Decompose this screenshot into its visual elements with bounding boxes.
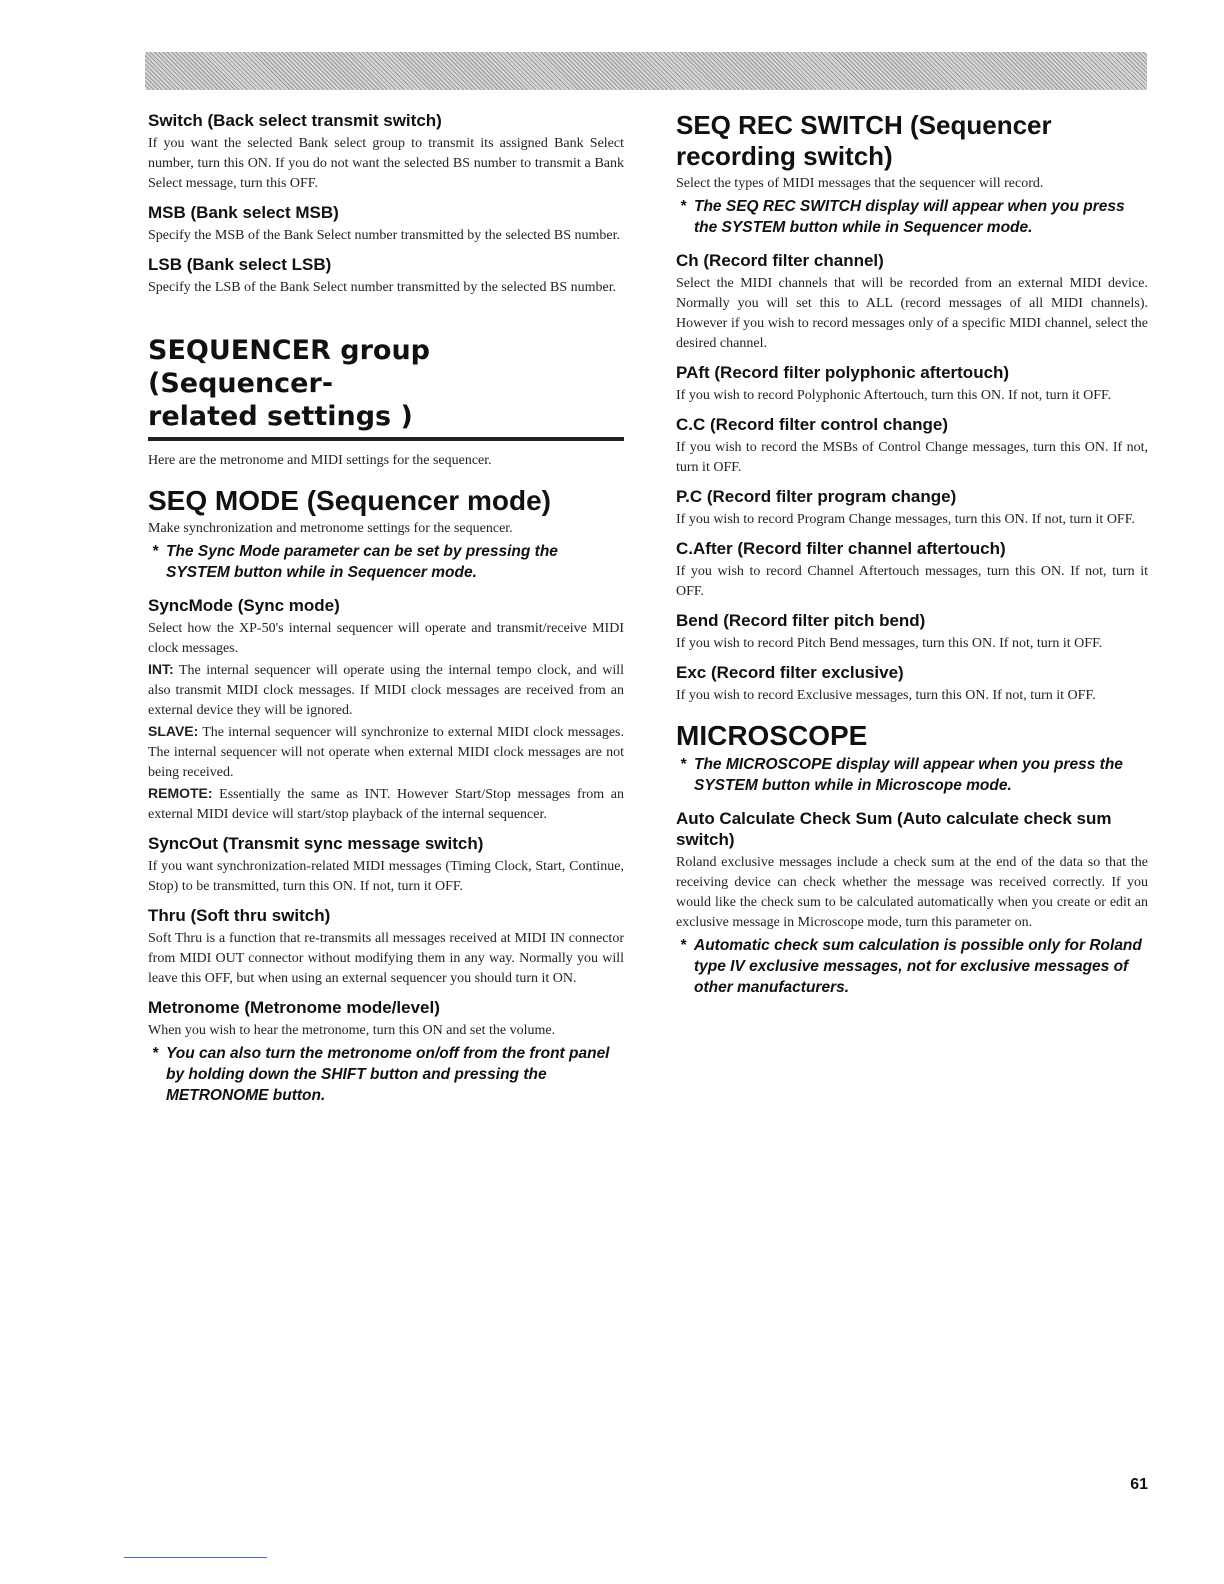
text-int: The internal sequencer will operate using the internal tempo clock, and will also transmit MIDI clock messages. If MIDI clock messages are received from an external device they will be ignored. bbox=[148, 663, 625, 718]
note-seq-mode bbox=[148, 541, 624, 583]
text-switch: If you want the selected Bank select group to transmit its assigned Bank Select number, turn this ON. If you do not want the selected BS number to transmit a Bank Select message, turn this OFF. bbox=[148, 136, 624, 191]
heading-switch: Switch (Back select transmit switch) bbox=[148, 111, 442, 130]
footer-rule bbox=[124, 1557, 267, 1558]
text-ch: Select the MIDI channels that will be recorded from an external MIDI device. Normally you will set this to ALL (record messages of all MIDI channels). However if you wish to record messages only of a specific MIDI channel, select the desired channel. bbox=[676, 276, 1148, 351]
label-int: INT: bbox=[148, 661, 174, 677]
heading-cc: C.C (Record filter control change) bbox=[676, 415, 949, 434]
heading-bend: Bend (Record filter pitch bend) bbox=[676, 611, 926, 630]
note-metronome bbox=[148, 1043, 624, 1106]
title-seq-rec-switch bbox=[676, 110, 1148, 172]
group-title-sequencer bbox=[148, 334, 624, 433]
group-title-line2: related settings ) bbox=[148, 401, 413, 432]
title-seq-rec-line2: recording switch) bbox=[676, 141, 893, 171]
text-cc: If you wish to record the MSBs of Control Change messages, turn this ON. If not, turn it OFF. bbox=[676, 440, 1148, 475]
heading-sync-out: SyncOut (Transmit sync message switch) bbox=[148, 834, 484, 853]
text-seq-mode-intro: Make synchronization and metronome settings for the sequencer. bbox=[148, 521, 513, 536]
note-microscope-text: The MICROSCOPE display will appear when you press the SYSTEM button while in Microscope mode. bbox=[694, 756, 1123, 794]
text-sync-int bbox=[148, 659, 624, 721]
label-remote: REMOTE: bbox=[148, 785, 213, 801]
note-bullet-icon: * bbox=[680, 198, 687, 215]
title-seq-mode: SEQ MODE (Sequencer mode) bbox=[148, 485, 551, 516]
right-column bbox=[676, 110, 1148, 1010]
note-bullet-icon: * bbox=[152, 1045, 159, 1062]
heading-metronome: Metronome (Metronome mode/level) bbox=[148, 998, 440, 1017]
page-number: 61 bbox=[1130, 1476, 1148, 1493]
text-lsb: Specify the LSB of the Bank Select number transmitted by the selected BS number. bbox=[148, 280, 617, 295]
note-seq-rec bbox=[676, 196, 1148, 238]
header-pattern-bar bbox=[145, 52, 1147, 90]
text-slave: The internal sequencer will synchronize to external MIDI clock messages. The internal sequencer will not operate when external MIDI clock messages are not being received. bbox=[148, 725, 625, 780]
note-auto-checksum bbox=[676, 935, 1148, 998]
heading-pc: P.C (Record filter program change) bbox=[676, 487, 957, 506]
heading-cafter: C.After (Record filter channel aftertouch) bbox=[676, 539, 1006, 558]
note-microscope bbox=[676, 754, 1148, 796]
text-sync-slave bbox=[148, 721, 624, 783]
text-pc: If you wish to record Program Change messages, turn this ON. If not, turn it OFF. bbox=[676, 512, 1135, 527]
text-exc: If you wish to record Exclusive messages, turn this ON. If not, turn it OFF. bbox=[676, 688, 1096, 703]
text-thru: Soft Thru is a function that re-transmits all messages received at MIDI IN connector from MIDI OUT connector without modifying them in any way. Normally you will leave this OFF, but when using an external sequencer you should turn it ON. bbox=[148, 931, 624, 986]
note-bullet-icon: * bbox=[680, 756, 687, 773]
text-auto-checksum: Roland exclusive messages include a check sum at the end of the data so that the receiving device can check whether the message was received correctly. If you would like the check sum to be calculated automatically when you create or edit an exclusive message in Microscope mode, turn this parameter on. bbox=[676, 855, 1148, 930]
text-msb: Specify the MSB of the Bank Select number transmitted by the selected BS number. bbox=[148, 228, 621, 243]
note-metronome-text: You can also turn the metronome on/off from the front panel by holding down the SHIFT button and pressing the METRONOME button. bbox=[166, 1045, 610, 1104]
text-bend: If you wish to record Pitch Bend messages, turn this ON. If not, turn it OFF. bbox=[676, 636, 1103, 651]
text-group-intro: Here are the metronome and MIDI settings for the sequencer. bbox=[148, 453, 492, 468]
text-sync-remote bbox=[148, 783, 624, 825]
text-remote: Essentially the same as INT. However Start/Stop messages from an external MIDI device will start/stop playback of the internal sequencer. bbox=[148, 787, 625, 822]
text-seq-rec-intro: Select the types of MIDI messages that the sequencer will record. bbox=[676, 176, 1044, 191]
text-cafter: If you wish to record Channel Aftertouch messages, turn this ON. If not, turn it OFF. bbox=[676, 564, 1148, 599]
heading-auto-checksum: Auto Calculate Check Sum (Auto calculate check sum switch) bbox=[676, 809, 1112, 849]
heading-exc: Exc (Record filter exclusive) bbox=[676, 663, 904, 682]
note-bullet-icon: * bbox=[152, 543, 159, 560]
text-sync-mode: Select how the XP-50's internal sequencer will operate and transmit/receive MIDI clock messages. bbox=[148, 621, 624, 656]
group-title-line1: SEQUENCER group (Sequencer- bbox=[148, 335, 430, 399]
note-seq-mode-text: The Sync Mode parameter can be set by pressing the SYSTEM button while in Sequencer mode. bbox=[166, 543, 558, 581]
note-auto-checksum-text: Automatic check sum calculation is possible only for Roland type IV exclusive messages, not for exclusive messages of other manufacturers. bbox=[694, 937, 1142, 996]
text-metronome: When you wish to hear the metronome, turn this ON and set the volume. bbox=[148, 1023, 556, 1038]
title-seq-rec-line1: SEQ REC SWITCH (Sequencer bbox=[676, 110, 1052, 140]
title-microscope: MICROSCOPE bbox=[676, 720, 868, 751]
heading-sync-mode: SyncMode (Sync mode) bbox=[148, 596, 340, 615]
heading-paft: PAft (Record filter polyphonic aftertouch) bbox=[676, 363, 1010, 382]
text-paft: If you wish to record Polyphonic Aftertouch, turn this ON. If not, turn it OFF. bbox=[676, 388, 1112, 403]
label-slave: SLAVE: bbox=[148, 723, 199, 739]
heading-lsb: LSB (Bank select LSB) bbox=[148, 255, 332, 274]
heading-thru: Thru (Soft thru switch) bbox=[148, 906, 331, 925]
note-seq-rec-text: The SEQ REC SWITCH display will appear when you press the SYSTEM button while in Sequencer mode. bbox=[694, 198, 1125, 236]
left-column bbox=[148, 110, 624, 1118]
heading-msb: MSB (Bank select MSB) bbox=[148, 203, 339, 222]
text-sync-out: If you want synchronization-related MIDI messages (Timing Clock, Start, Continue, Stop) to be transmitted, turn this ON. If not, turn it OFF. bbox=[148, 859, 624, 894]
note-bullet-icon: * bbox=[680, 937, 687, 954]
heading-ch: Ch (Record filter channel) bbox=[676, 251, 884, 270]
group-title-rule bbox=[148, 437, 624, 441]
